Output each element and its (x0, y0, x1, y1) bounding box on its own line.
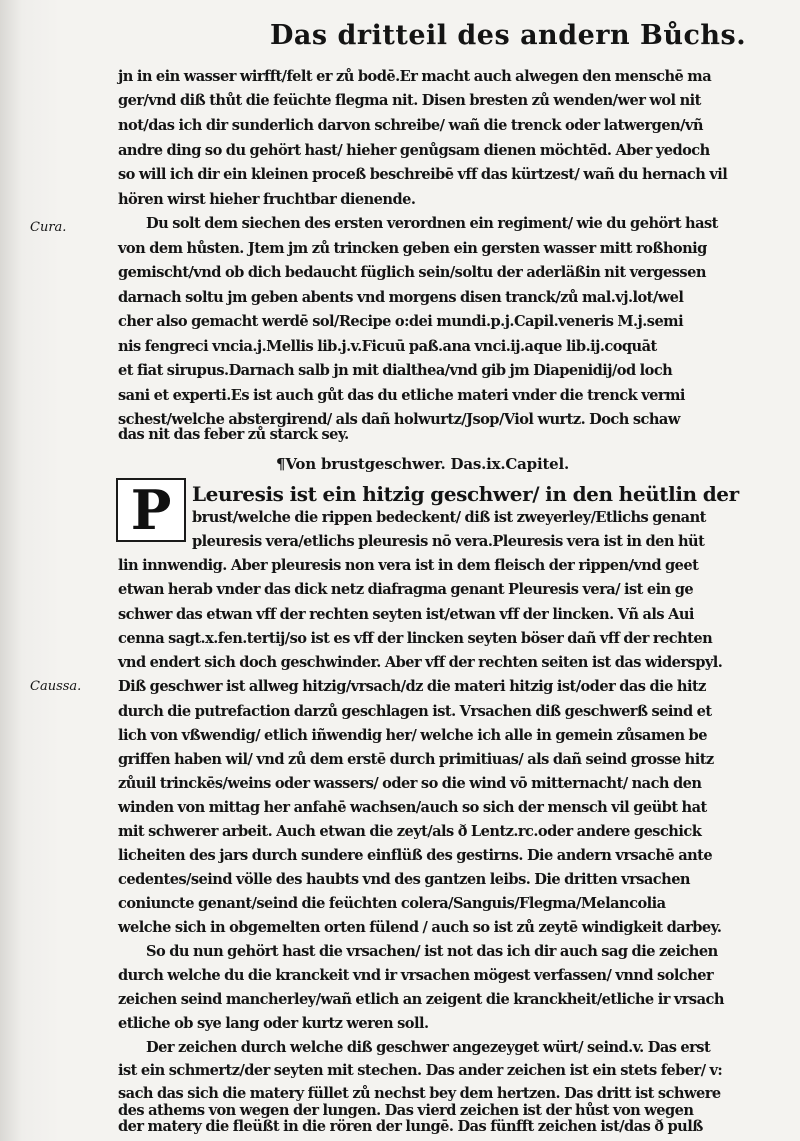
text-line: andre ding so du gehört hast/ hieher genůgsam dienen möchtēd. Aber yedoch (118, 142, 710, 159)
text-line: brust/welche die rippen bedeckent/ diß ist zweyerley/Etlichs genant (192, 509, 706, 526)
text-line: cedentes/seind völle des haubts vnd des gantzen leibs. Die dritten vrsachen (118, 871, 690, 888)
text-line: von dem hůsten. Jtem jm zů trincken geben ein gersten wasser mitt roßhonig (118, 240, 707, 257)
text-line: et fiat sirupus.Darnach salb jn mit dialthea/vnd gib jm Diapenidij/od loch (118, 362, 673, 379)
text-line: das nit das feber zů starck sey. (118, 426, 349, 443)
text-line: gemischt/vnd ob dich bedaucht füglich sein/soltu der aderläßin nit vergessen (118, 264, 706, 281)
text-line: ist ein schmertz/der seyten mit stechen. Das ander zeichen ist ein stets feber/ v: (118, 1062, 723, 1079)
margin-note-caussa: Caussa. (30, 679, 82, 694)
text-line: Du solt dem siechen des ersten verordnen ein regiment/ wie du gehört hast (146, 215, 718, 232)
text-line: jn in ein wasser wirfft/felt er zů bodē.Er macht auch alwegen den menschē ma (118, 68, 712, 85)
text-line: durch die putrefaction darzů geschlagen ist. Vrsachen diß geschwerß seind et (118, 703, 712, 720)
text-line: not/das ich dir sunderlich darvon schreibe/ wañ die trenck oder latwergen/vñ (118, 117, 703, 134)
margin-note-cura: Cura. (30, 220, 67, 235)
text-line: pleuresis vera/etlichs pleuresis nō vera.Pleuresis vera ist in den hüt (192, 533, 705, 550)
text-line: schwer das etwan vff der rechten seyten ist/etwan vff der lincken. Vñ als Aui (118, 606, 694, 623)
text-line: etwan herab vnder das dick netz diafragma genant Pleuresis vera/ ist ein ge (118, 581, 694, 598)
text-line: der matery die fleüßt in die rören der lungē. Das fünfft zeichen ist/das ð pulß (118, 1118, 703, 1135)
text-line: cher also gemacht werdē sol/Recipe o:dei mundi.p.j.Capil.veneris M.j.semi (118, 313, 684, 330)
running-header: Das dritteil des andern Bůchs. (270, 20, 747, 51)
text-line: nis fengreci vncia.j.Mellis lib.j.v.Ficuū paß.ana vnci.ij.aque lib.ij.coquāt (118, 338, 657, 355)
text-line: Der zeichen durch welche diß geschwer angezeyget würt/ seind.v. Das erst (146, 1039, 711, 1056)
initial-letter: P (130, 478, 172, 542)
text-line: darnach soltu jm geben abents vnd morgens disen tranck/zů mal.vj.lot/wel (118, 289, 684, 306)
text-line: vnd endert sich doch geschwinder. Aber vff der rechten seiten ist das widerspyl. (118, 654, 723, 671)
text-line: sach das sich die matery füllet zů nechst bey dem hertzen. Das dritt ist schwere (118, 1085, 721, 1102)
text-line: schest/welche abstergirend/ als dañ holwurtz/Jsop/Viol wurtz. Doch schaw (118, 411, 680, 428)
chapter-first-line: Leuresis ist ein hitzig geschwer/ in den heütlin der (192, 482, 739, 506)
text-line: lin innwendig. Aber pleuresis non vera ist in dem fleisch der rippen/vnd geet (118, 557, 699, 574)
text-line: Diß geschwer ist allweg hitzig/vrsach/dz die materi hitzig ist/oder das die hitz (118, 678, 706, 695)
text-line: coniuncte genant/seind die feüchten colera/Sanguis/Flegma/Melancolia (118, 895, 666, 912)
text-line: lich von vßwendig/ etlich iñwendig her/ welche ich alle in gemein zůsamen be (118, 727, 707, 744)
text-line: zůuil trinckēs/weins oder wassers/ oder so die wind vō mitternacht/ nach den (118, 775, 702, 792)
text-line: winden von mittag her anfahē wachsen/auch so sich der mensch vil geübt hat (118, 799, 707, 816)
text-line: cenna sagt.x.fen.tertij/so ist es vff der lincken seyten böser dañ vff der rechten (118, 630, 713, 647)
text-line: sani et experti.Es ist auch gůt das du etliche materi vnder die trenck vermi (118, 387, 685, 404)
text-line: hören wirst hieher fruchtbar dienende. (118, 191, 416, 208)
text-line: So du nun gehört hast die vrsachen/ ist not das ich dir auch sag die zeichen (146, 943, 718, 960)
text-line: so will ich dir ein kleinen proceß beschreibē vff das kürtzest/ wañ du hernach vil (118, 166, 728, 183)
decorated-initial (116, 478, 186, 542)
text-line: mit schwerer arbeit. Auch etwan die zeyt/als ð Lentz.rc.oder andere geschick (118, 823, 702, 840)
chapter-title: ¶Von brustgeschwer. Das.ix.Capitel. (276, 455, 570, 473)
text-line: welche sich in obgemelten orten fülend / auch so ist zů zeytē windigkeit darbey. (118, 919, 722, 936)
text-line: ger/vnd diß thůt die feüchte flegma nit. Disen bresten zů wenden/wer wol nit (118, 92, 701, 109)
text-line: etliche ob sye lang oder kurtz weren soll. (118, 1015, 429, 1032)
text-line: durch welche du die kranckeit vnd ir vrsachen mögest verfassen/ vnnd solcher (118, 967, 714, 984)
text-line: griffen haben wil/ vnd zů dem erstē durch primitiuas/ als dañ seind grosse hitz (118, 751, 714, 768)
text-line: des athems von wegen der lungen. Das vierd zeichen ist der hůst von wegen (118, 1102, 694, 1119)
text-line: licheiten des jars durch sundere einflüß des gestirns. Die andern vrsachē ante (118, 847, 713, 864)
text-line: zeichen seind mancherley/wañ etlich an zeigent die kranckheit/etliche ir vrsach (118, 991, 724, 1008)
